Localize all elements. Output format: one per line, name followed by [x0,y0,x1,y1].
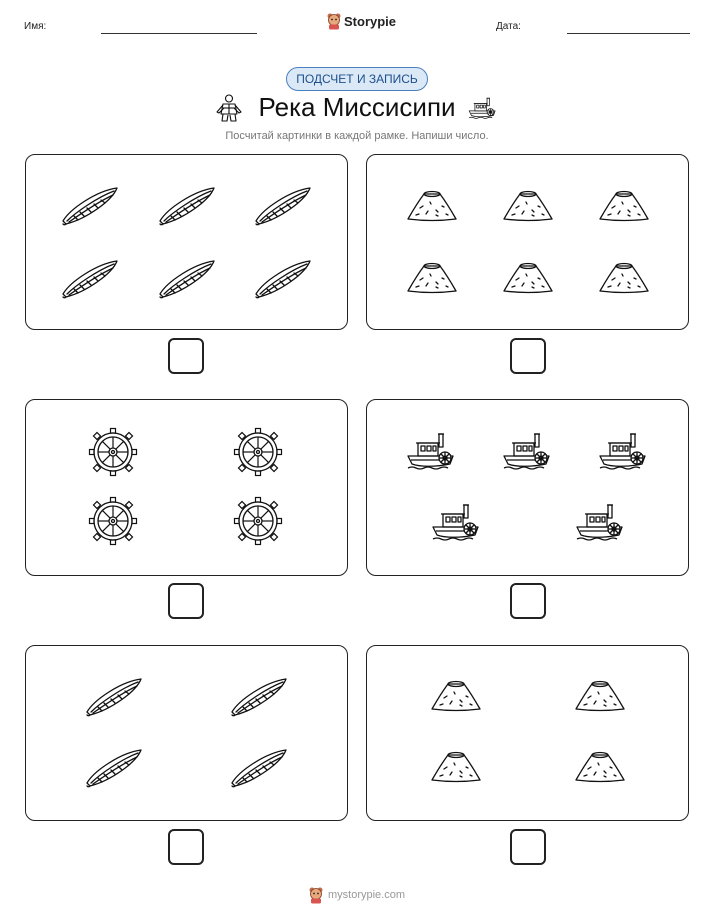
footer-url: mystorypie.com [328,889,406,901]
canoe-icon [157,256,217,300]
canoe-icon [84,674,144,718]
count-panel-volcanoes-6 [366,154,689,330]
volcano-icon [502,188,554,222]
canoe-icon [229,745,289,789]
storypie-mascot-icon [308,886,324,904]
footer [308,886,405,904]
paddle-wheel-icon [88,496,138,546]
canoe-icon [253,256,313,300]
canoe-icon [60,256,120,300]
activity-badge: ПОДСЧЕТ И ЗАПИСЬ [286,67,428,91]
paddle-wheel-icon [233,496,283,546]
steamboat-icon [575,502,627,542]
canoe-icon [60,183,120,227]
canoe-icon [229,674,289,718]
answer-box[interactable] [168,829,204,865]
volcano-icon [502,260,554,294]
count-panel-canoes-6 [25,154,348,330]
answer-box[interactable] [510,829,546,865]
volcano-icon [598,188,650,222]
steamboat-icon [406,431,458,471]
steamboat-icon [598,431,650,471]
paddle-wheel-icon [88,427,138,477]
instruction-text: Посчитай картинки в каждой рамке. Напиши число. [225,130,489,142]
date-field[interactable] [567,33,690,34]
volcano-icon [598,260,650,294]
volcano-icon [430,678,482,712]
answer-box[interactable] [510,583,546,619]
brand-logo [326,12,396,30]
answer-box[interactable] [168,338,204,374]
steamboat-icon [431,502,483,542]
paddle-wheel-icon [233,427,283,477]
count-panel-steamboats-5 [366,399,689,576]
count-panel-wheels-4 [25,399,348,576]
volcano-icon [406,260,458,294]
volcano-icon [574,749,626,783]
date-label: Дата: [496,21,521,32]
name-label: Имя: [24,21,47,32]
canoe-icon [253,183,313,227]
worksheet-title: Река Миссисипи [258,92,456,122]
volcano-icon [430,749,482,783]
steamboat-icon [502,431,554,471]
name-field[interactable] [101,33,257,34]
brand-name: Storypie [344,13,397,29]
count-panel-volcanoes-4 [366,645,689,821]
answer-box[interactable] [168,583,204,619]
count-panel-canoes-4 [25,645,348,821]
volcano-icon [574,678,626,712]
volcano-icon [406,188,458,222]
steamboat-icon [468,96,498,120]
answer-box[interactable] [510,338,546,374]
storypie-mascot-icon [326,12,342,30]
canoe-icon [157,183,217,227]
canoe-icon [84,745,144,789]
